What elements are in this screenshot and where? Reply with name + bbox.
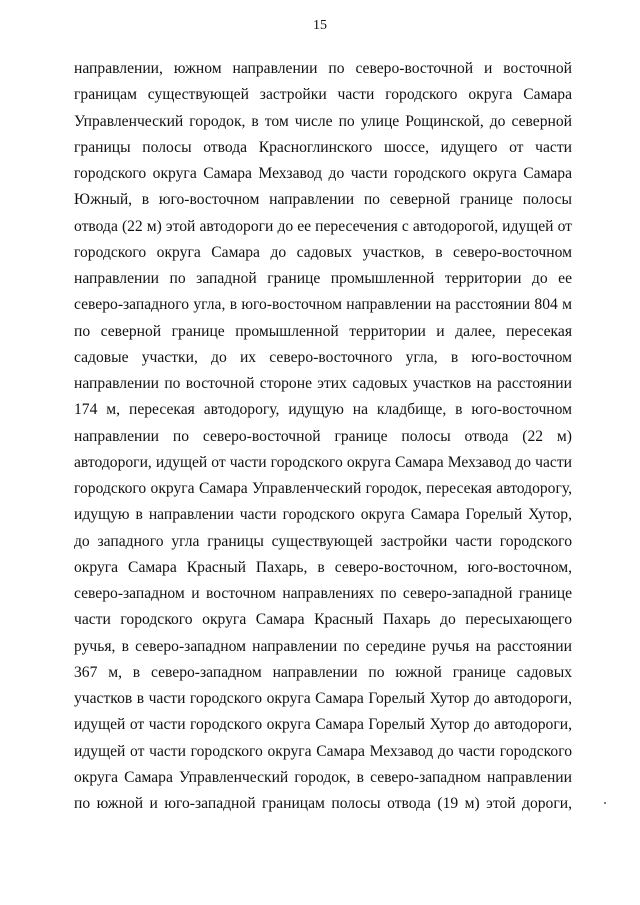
text-line: идущую в направлении части городского округа Самара Горелый Хутор, — [74, 506, 572, 524]
text-line: городского округа Самара Мехзавод до части городского округа Самара — [74, 165, 572, 182]
text-line: 367 м, в северо-западном направлении по южной границе садовых — [74, 663, 572, 681]
text-line: границы полосы отвода Красноглинского шоссе, идущего от части — [74, 138, 572, 156]
text-line: округа Самара Управленческий городок, в северо-западном направлении — [74, 768, 572, 786]
text-line: автодороги, идущей от части городского округа Самара Мехзавод до части — [74, 453, 572, 471]
text-line: участков в части городского округа Самара Горелый Хутор до автодороги, — [74, 690, 572, 707]
text-line: Южный, в юго-восточном направлении по северной границе полосы — [74, 191, 572, 209]
text-line: по южной и юго-западной границам полосы отвода (19 м) этой дороги, — [74, 795, 572, 812]
text-line: по северной границе промышленной территории и далее, пересекая — [74, 322, 572, 340]
text-line: идущей от части городского округа Самара Мехзавод до части городского — [74, 742, 572, 760]
text-line: части городского округа Самара Красный Пахарь до пересыхающего — [74, 611, 572, 629]
text-line: идущей от части городского округа Самара Горелый Хутор до автодороги, — [74, 716, 572, 734]
text-line: направлении, южном направлении по северо-восточной и восточной — [74, 60, 572, 77]
text-line: направлении по северо-восточной границе полосы отвода (22 м) — [74, 427, 572, 445]
text-line: северо-западного угла, в юго-восточном направлении на расстоянии 804 м — [74, 296, 572, 314]
scan-speck — [604, 802, 606, 804]
text-line: направлении по восточной стороне этих садовых участков на расстоянии — [74, 375, 572, 392]
text-line: округа Самара Красный Пахарь, в северо-восточном, юго-восточном, — [74, 558, 572, 576]
body-text — [74, 56, 572, 817]
text-line: Управленческий городок, в том числе по улице Рощинской, до северной — [74, 112, 572, 130]
text-line: садовые участки, до их северо-восточного угла, в юго-восточном — [74, 348, 572, 366]
text-line: границам существующей застройки части городского округа Самара — [74, 86, 572, 104]
text-line: городского округа Самара Управленческий городок, пересекая автодорогу, — [74, 480, 572, 497]
text-line: ручья, в северо-западном направлении по середине ручья на расстоянии — [74, 637, 572, 655]
text-line: до западного угла границы существующей застройки части городского — [74, 532, 572, 550]
text-line: отвода (22 м) этой автодороги до ее пересечения с автодорогой, идущей от — [74, 217, 572, 235]
text-line: направлении по западной границе промышленной территории до ее — [74, 270, 572, 287]
page-number: 15 — [313, 18, 327, 33]
text-line: городского округа Самара до садовых участков, в северо-восточном — [74, 243, 572, 261]
text-line: 174 м, пересекая автодорогу, идущую на кладбище, в юго-восточном — [74, 401, 572, 419]
text-line: северо-западном и восточном направлениях по северо-западной границе — [74, 585, 572, 602]
